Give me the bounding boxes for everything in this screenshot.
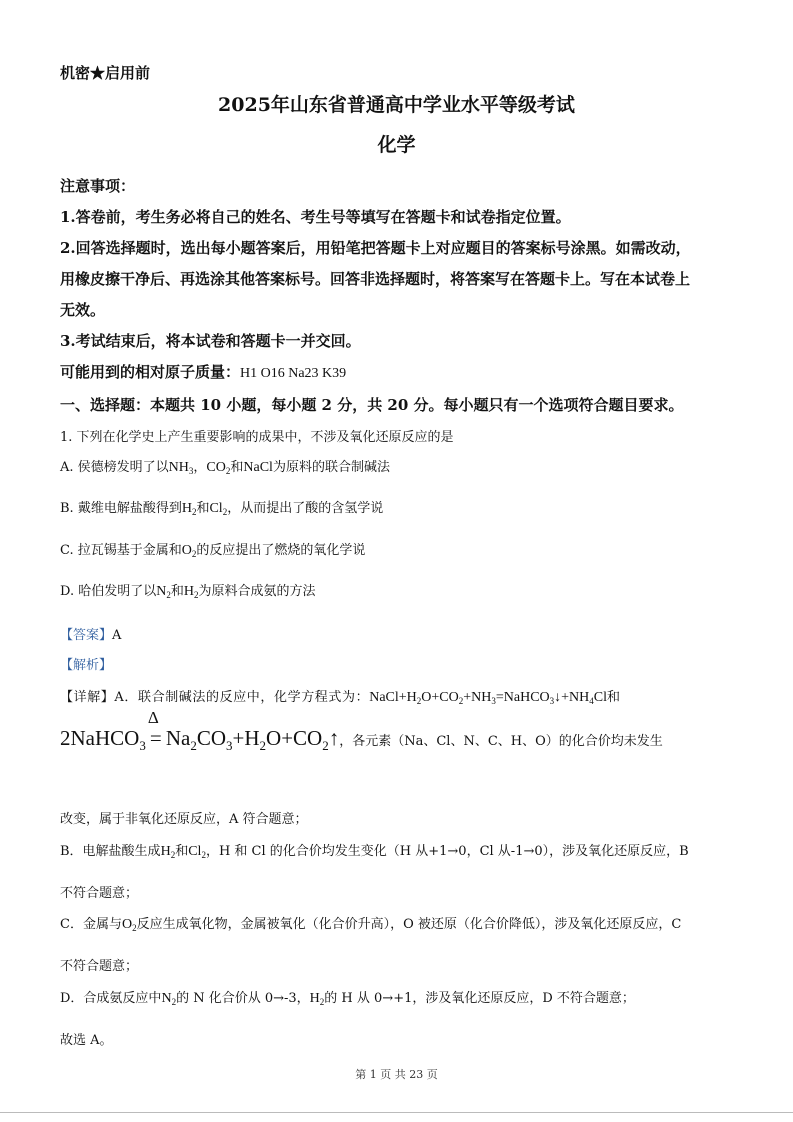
detail-d-line: D．合成氨反应中$N_2$的 N 化合价从 0→-3，$H_2$的 H 从 0→+1，涉及氧化还原反应，D 不符合题意； [60,991,635,1007]
notice-item-3: 3.考试结束后，将本试卷和答题卡一并交回。 [60,332,361,350]
exam-title: 2025年山东省普通高中学业水平等级考试 [218,94,575,116]
detail-a-tail: 改变，属于非氧化还原反应，A 符合题意； [60,812,308,827]
notice-heading: 注意事项： [60,177,136,195]
detail-line-1: 【详解】A．联合制碱法的反应中，化学方程式为：$NaCl+H_2O+CO_2+NH_3=NaHCO_3↓+NH_4Cl$和 [60,690,621,706]
answer-label: 【答案】 [60,628,113,643]
subject-title: 化学 [377,134,416,156]
page-bottom-divider [0,1112,793,1113]
conclusion: 故选 A。 [60,1033,113,1048]
detail-b-tail: 不符合题意； [60,886,139,901]
detail-b-line: B．电解盐酸生成$H_2$和$Cl_2$，H 和 Cl 的化合价均发生变化（H 从+1→0，Cl 从-1→0），涉及氧化还原反应，B [60,844,689,860]
page-number: 第 1 页 共 23 页 [355,1068,438,1081]
question-1-stem: 1. 下列在化学史上产生重要影响的成果中，不涉及氧化还原反应的是 [60,430,454,445]
atomic-mass-values: H1 O16 Na23 K39 [240,366,347,381]
question-1-option-a: A. 侯德榜发明了以$NH_3$，$CO_2$和NaCl为原料的联合制碱法 [60,460,390,476]
notice-item-2-line-3: 无效。 [60,301,106,319]
section-1-heading: 一、选择题：本题共 10 小题，每小题 2 分，共 20 分。每小题只有一个选项符合题目要求。 [60,396,684,414]
question-1-option-d: D. 哈伯发明了以$N_2$和$H_2$为原料合成氨的方法 [60,584,316,600]
detail-equation-line: 2NaHCO$_3$ Δ = $Na_2CO_3+H_2O+CO_2↑$，各元素（Na、Cl、N、C、H、O）的化合价均未发生 [60,708,663,753]
secret-label: 机密★启用前 [60,64,151,82]
detail-c-tail: 不符合题意； [60,959,139,974]
detail-c-line: C．金属与$O_2$反应生成氧化物，金属被氧化（化合价升高），O 被还原（化合价降低），涉及氧化还原反应，C [60,917,682,933]
question-1-option-b: B. 戴维电解盐酸得到$H_2$和$Cl_2$，从而提出了酸的含氢学说 [60,501,384,517]
answer-value: A [112,628,122,643]
decomposition-equation: 2NaHCO$_3$ Δ = $Na_2CO_3+H_2O+CO_2↑$ [60,708,340,753]
notice-item-2-line-2: 用橡皮擦干净后、再选涂其他答案标号。回答非选择题时，将答案写在答题卡上。写在本试卷上 [60,270,691,288]
question-1-option-c: C. 拉瓦锡基于金属和$O_2$的反应提出了燃烧的氧化学说 [60,543,366,559]
analysis-label: 【解析】 [60,658,113,673]
notice-item-2-line-1: 2.回答选择题时，选出每小题答案后，用铅笔把答题卡上对应题目的答案标号涂黑。如需改动， [60,239,691,257]
notice-item-1: 1.答卷前，考生务必将自己的姓名、考生号等填写在答题卡和试卷指定位置。 [60,208,571,226]
atomic-mass-line [60,361,346,382]
atomic-mass-label: 可能用到的相对原子质量： [60,363,241,381]
answer-line [60,624,121,643]
